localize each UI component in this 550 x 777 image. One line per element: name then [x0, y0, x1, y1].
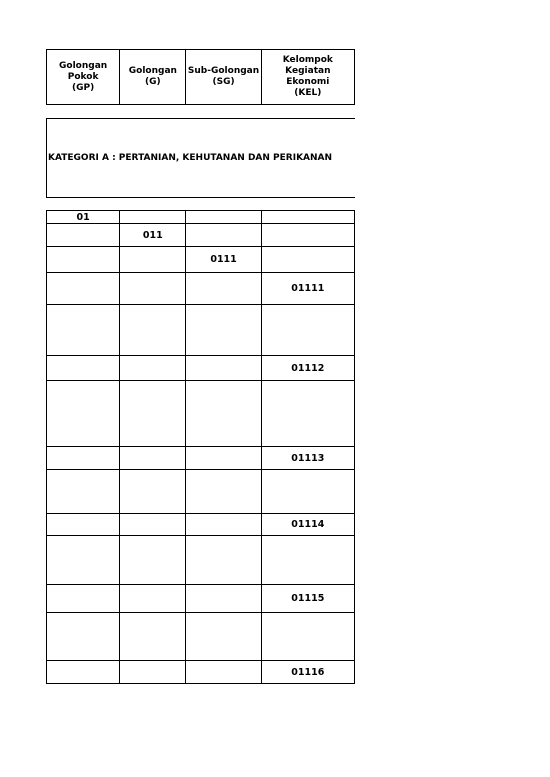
code-cell-g — [120, 247, 186, 273]
header-sg-line-2: (SG) — [212, 77, 235, 87]
code-cell-kel — [261, 613, 354, 661]
header-gp-line-1: Golongan — [59, 60, 108, 71]
header-kelompok — [261, 50, 354, 105]
code-cell-gp — [47, 381, 120, 447]
code-cell-sg — [186, 514, 261, 536]
code-cell-kel: 01111 — [261, 273, 354, 305]
code-cell-sg — [186, 273, 261, 305]
header-gp-line-3: (GP) — [72, 82, 95, 93]
code-cell-kel — [261, 470, 354, 514]
code-cell-gp — [47, 305, 120, 356]
code-cell-gp — [47, 273, 120, 305]
code-cell-g — [120, 613, 186, 661]
table-row — [47, 585, 355, 613]
code-cell-gp — [47, 514, 120, 536]
code-cell-gp — [47, 613, 120, 661]
code-cell-g — [120, 661, 186, 684]
code-cell-g — [120, 470, 186, 514]
table-row — [47, 613, 355, 661]
header-gp-line-2: Pokok — [67, 71, 99, 82]
header-g-line-2: (G) — [145, 77, 161, 87]
code-cell-g — [120, 514, 186, 536]
header-kel-line-3: Ekonomi — [286, 77, 330, 87]
header-sub-golongan — [186, 50, 261, 105]
code-cell-sg — [186, 356, 261, 381]
code-cell-g — [120, 211, 186, 224]
code-cell-sg — [186, 661, 261, 684]
code-cell-gp — [47, 661, 120, 684]
table-row — [47, 247, 355, 273]
category-title-box — [46, 118, 355, 198]
code-cell-kel: 01113 — [261, 447, 354, 470]
code-cell-gp: 01 — [47, 211, 120, 224]
code-cell-kel: 01116 — [261, 661, 354, 684]
table-row — [47, 211, 355, 224]
code-cell-gp — [47, 247, 120, 273]
table-row — [47, 305, 355, 356]
table-row — [47, 447, 355, 470]
code-cell-kel: 01114 — [261, 514, 354, 536]
code-cell-gp — [47, 356, 120, 381]
header-kel-line-2: Kegiatan — [285, 66, 331, 76]
code-cell-g — [120, 356, 186, 381]
code-cell-sg — [186, 211, 261, 224]
header-g-line-1: Golongan — [128, 66, 177, 76]
code-cell-sg — [186, 224, 261, 247]
code-cell-kel — [261, 305, 354, 356]
code-cell-kel — [261, 211, 354, 224]
header-row — [47, 50, 355, 105]
code-cell-sg: 0111 — [186, 247, 261, 273]
code-cell-g — [120, 305, 186, 356]
code-cell-kel: 01112 — [261, 356, 354, 381]
code-cell-sg — [186, 585, 261, 613]
table-row — [47, 470, 355, 514]
code-cell-gp — [47, 536, 120, 585]
codes-table-body — [47, 211, 355, 684]
category-title: KATEGORI A : PERTANIAN, KEHUTANAN DAN PERIKANAN — [48, 153, 333, 163]
code-cell-kel — [261, 381, 354, 447]
table-row — [47, 224, 355, 247]
code-cell-g — [120, 273, 186, 305]
code-cell-g: 011 — [120, 224, 186, 247]
code-cell-sg — [186, 305, 261, 356]
header-kel-line-4: (KEL) — [294, 88, 322, 98]
code-cell-kel: 01115 — [261, 585, 354, 613]
code-cell-kel — [261, 536, 354, 585]
code-cell-sg — [186, 536, 261, 585]
code-cell-gp — [47, 447, 120, 470]
code-cell-gp — [47, 224, 120, 247]
code-cell-sg — [186, 447, 261, 470]
code-cell-sg — [186, 613, 261, 661]
table-row — [47, 514, 355, 536]
code-cell-g — [120, 536, 186, 585]
code-cell-gp — [47, 470, 120, 514]
header-golongan — [120, 50, 186, 105]
code-cell-g — [120, 585, 186, 613]
code-cell-kel — [261, 224, 354, 247]
table-row — [47, 356, 355, 381]
column-header-table — [46, 49, 355, 105]
table-row — [47, 381, 355, 447]
table-row — [47, 661, 355, 684]
table-row — [47, 536, 355, 585]
code-cell-sg — [186, 470, 261, 514]
classification-codes-table — [46, 210, 355, 684]
code-cell-sg — [186, 381, 261, 447]
code-cell-kel — [261, 247, 354, 273]
code-cell-g — [120, 381, 186, 447]
code-cell-g — [120, 447, 186, 470]
header-kel-line-1: Kelompok — [282, 55, 333, 65]
header-sg-line-1: Sub-Golongan — [187, 66, 260, 76]
header-golongan-pokok — [47, 50, 120, 105]
code-cell-gp — [47, 585, 120, 613]
table-row — [47, 273, 355, 305]
